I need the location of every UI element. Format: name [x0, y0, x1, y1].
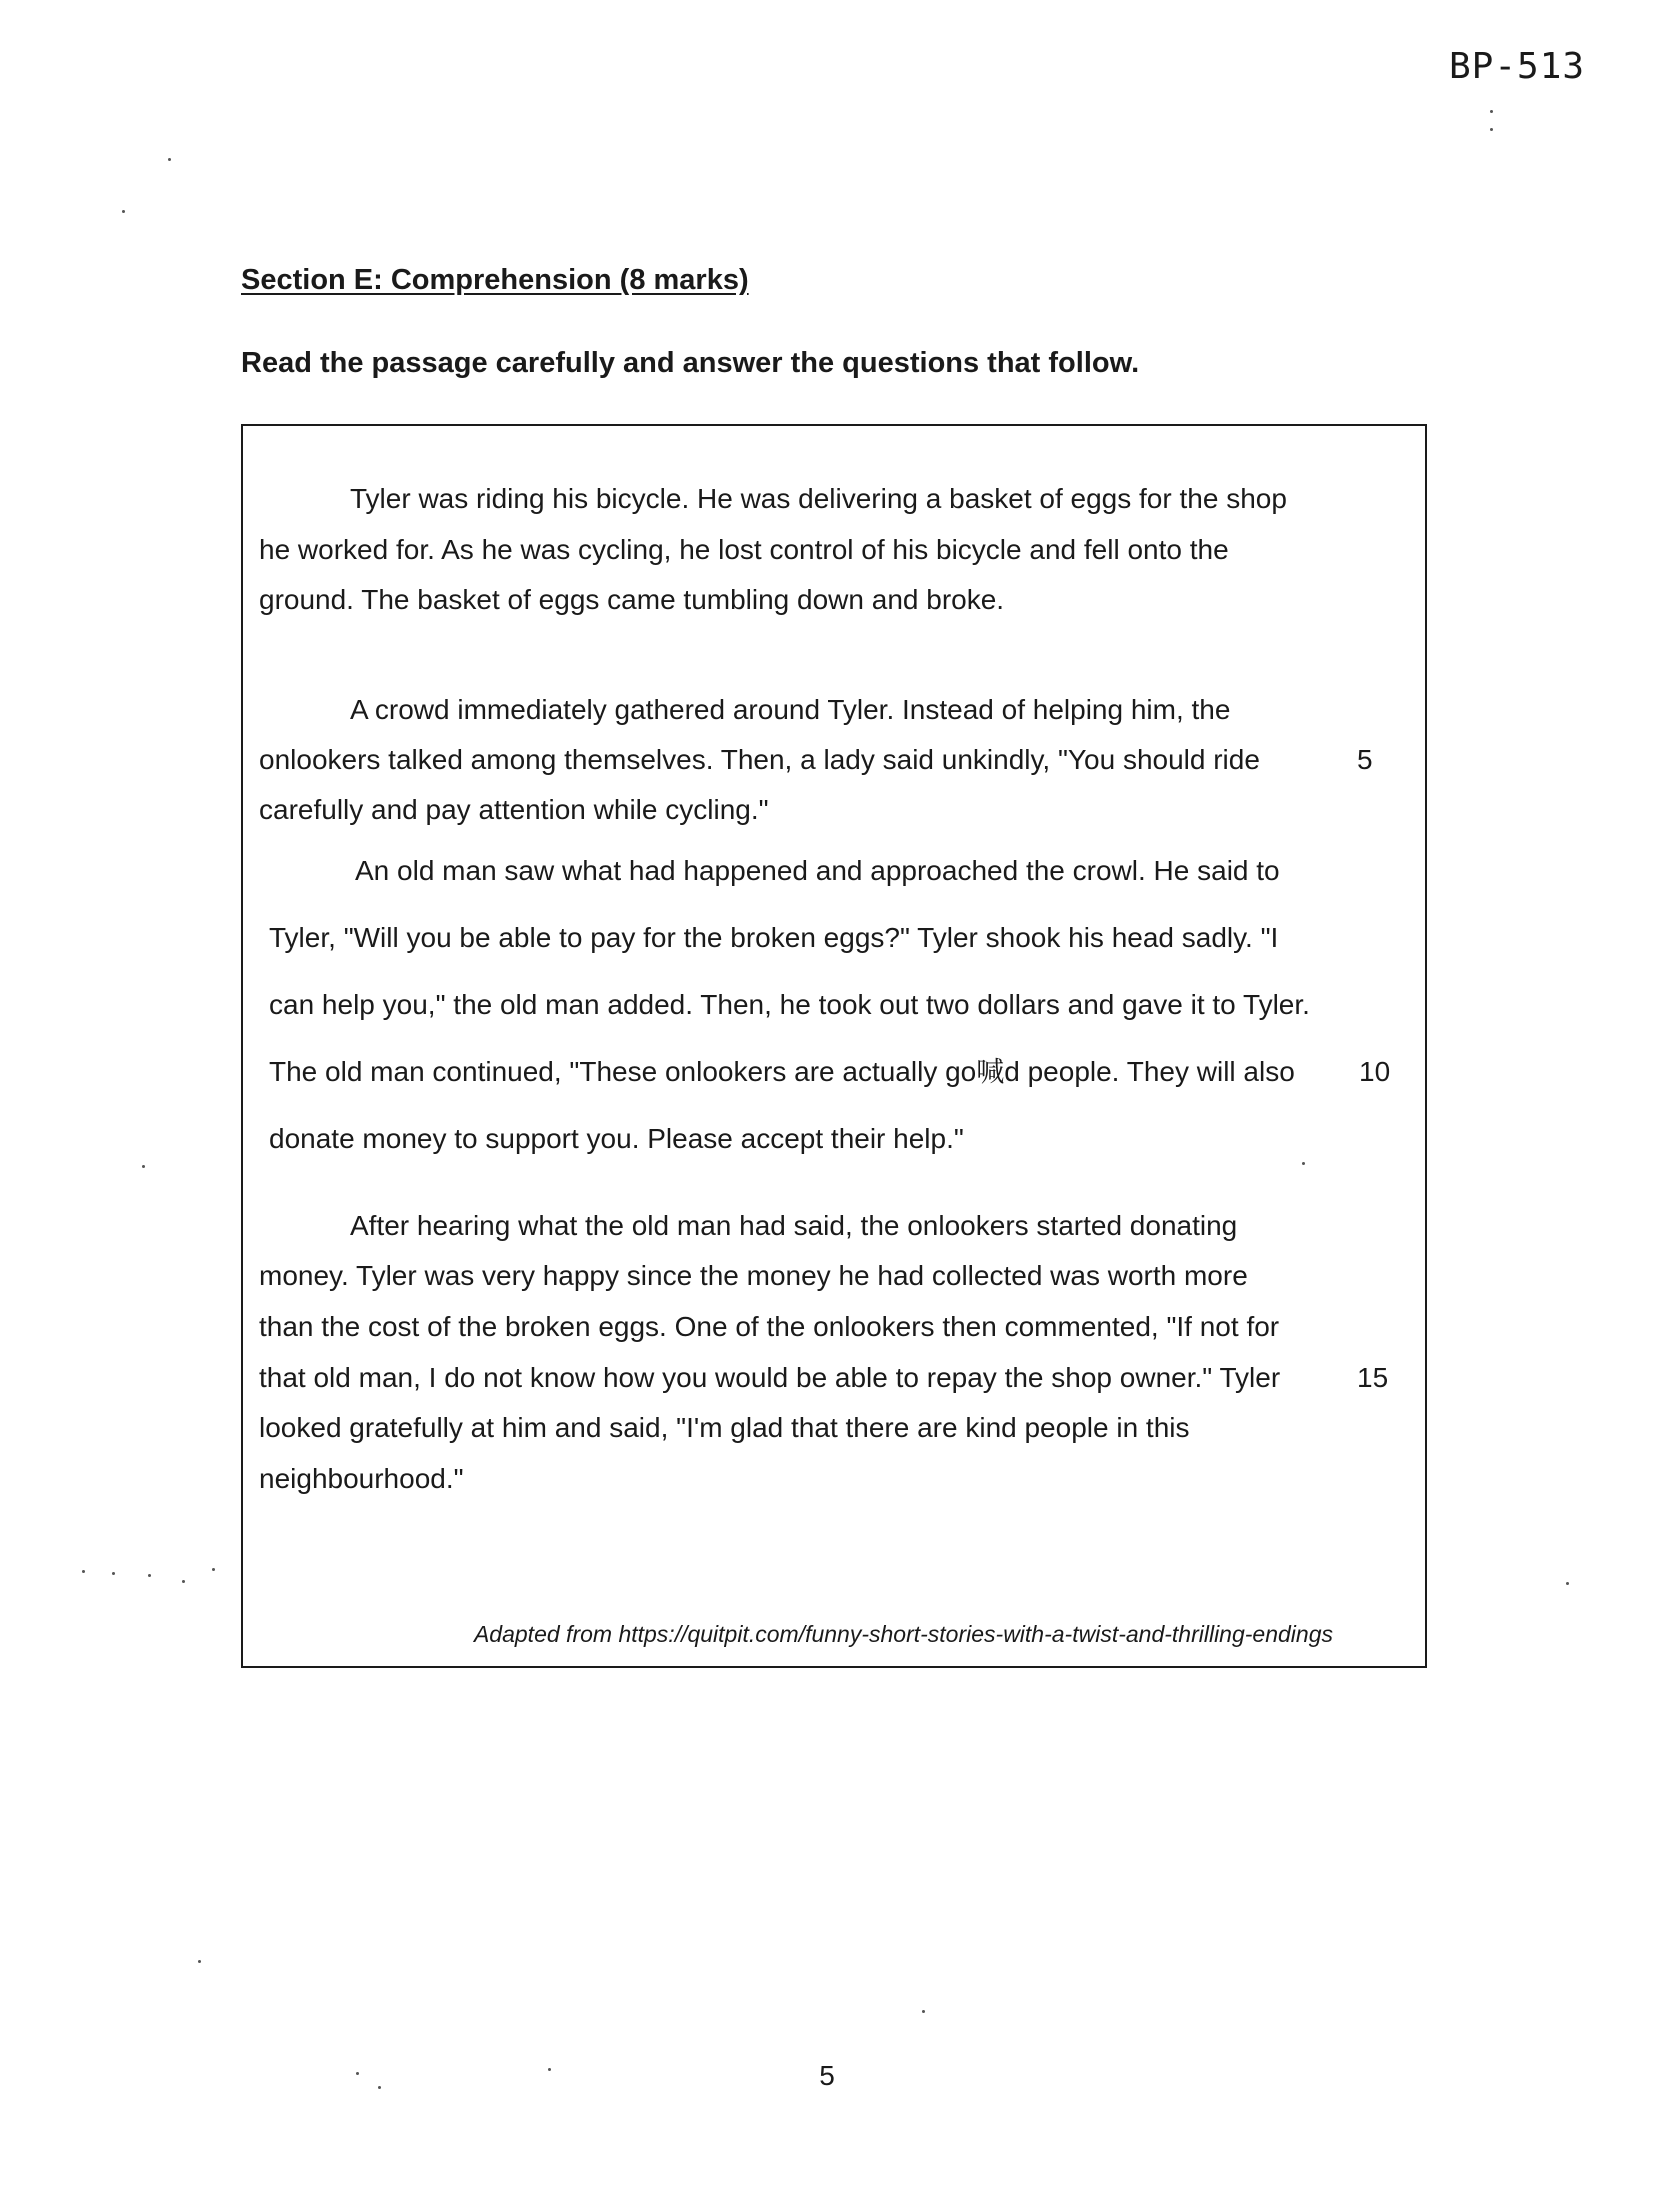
passage-line: ground. The basket of eggs came tumbling down and broke. — [259, 584, 1005, 615]
scan-speck — [378, 2086, 381, 2089]
scan-speck — [1490, 110, 1493, 113]
passage-line: After hearing what the old man had said, the onlookers started donating — [350, 1210, 1238, 1241]
scan-speck — [1302, 1162, 1305, 1165]
passage-line: Tyler was riding his bicycle. He was delivering a basket of eggs for the shop — [350, 483, 1287, 514]
line-number: 10 — [1359, 1056, 1391, 1087]
scan-speck — [922, 2010, 925, 2013]
section-title: Section E: Comprehension (8 marks) — [241, 264, 749, 296]
passage-line: can help you," the old man added. Then, he took out two dollars and gave it to Tyler. — [269, 989, 1310, 1020]
passage-line: that old man, I do not know how you would be able to repay the shop owner." Tyler — [259, 1362, 1281, 1393]
scan-speck — [168, 158, 171, 161]
passage-line: An old man saw what had happened and approached the crowl. He said to — [355, 855, 1280, 886]
line-number: 5 — [1357, 744, 1373, 775]
scan-speck — [148, 1574, 151, 1577]
passage-line: onlookers talked among themselves. Then, a lady said unkindly, "You should ride — [259, 744, 1260, 775]
scan-speck — [122, 210, 125, 213]
passage-line: he worked for. As he was cycling, he lost control of his bicycle and fell onto the — [259, 534, 1229, 565]
passage-line: A crowd immediately gathered around Tyler. Instead of helping him, the — [350, 694, 1231, 725]
page-code: BP-513 — [1449, 46, 1586, 87]
scan-speck — [182, 1580, 185, 1583]
scan-speck — [548, 2068, 551, 2071]
line-number: 15 — [1357, 1362, 1389, 1393]
passage-line: than the cost of the broken eggs. One of the onlookers then commented, "If not for — [259, 1311, 1280, 1342]
scan-speck — [1566, 1582, 1569, 1585]
scan-speck — [198, 1960, 201, 1963]
scan-speck — [1490, 128, 1493, 131]
page-number: 5 — [819, 2060, 835, 2091]
passage-line: looked gratefully at him and said, "I'm glad that there are kind people in this — [259, 1412, 1190, 1443]
scan-speck — [142, 1165, 145, 1168]
scan-speck — [212, 1568, 215, 1571]
passage-line: carefully and pay attention while cycling." — [259, 794, 769, 825]
scan-speck — [356, 2072, 359, 2075]
passage-line: The old man continued, "These onlookers are actually go喊d people. They will also — [269, 1056, 1295, 1087]
scan-speck — [82, 1570, 85, 1573]
passage-line: neighbourhood." — [259, 1463, 464, 1494]
passage-line: donate money to support you. Please accept their help." — [269, 1123, 964, 1154]
instruction-text: Read the passage carefully and answer the questions that follow. — [241, 347, 1140, 379]
scan-speck — [112, 1572, 115, 1575]
passage-line: money. Tyler was very happy since the money he had collected was worth more — [259, 1260, 1248, 1291]
passage-line: Tyler, "Will you be able to pay for the broken eggs?" Tyler shook his head sadly. "I — [269, 922, 1279, 953]
source-citation: Adapted from https://quitpit.com/funny-short-stories-with-a-twist-and-thrilling-endings — [473, 1621, 1333, 1647]
passage-box — [241, 424, 1427, 1668]
